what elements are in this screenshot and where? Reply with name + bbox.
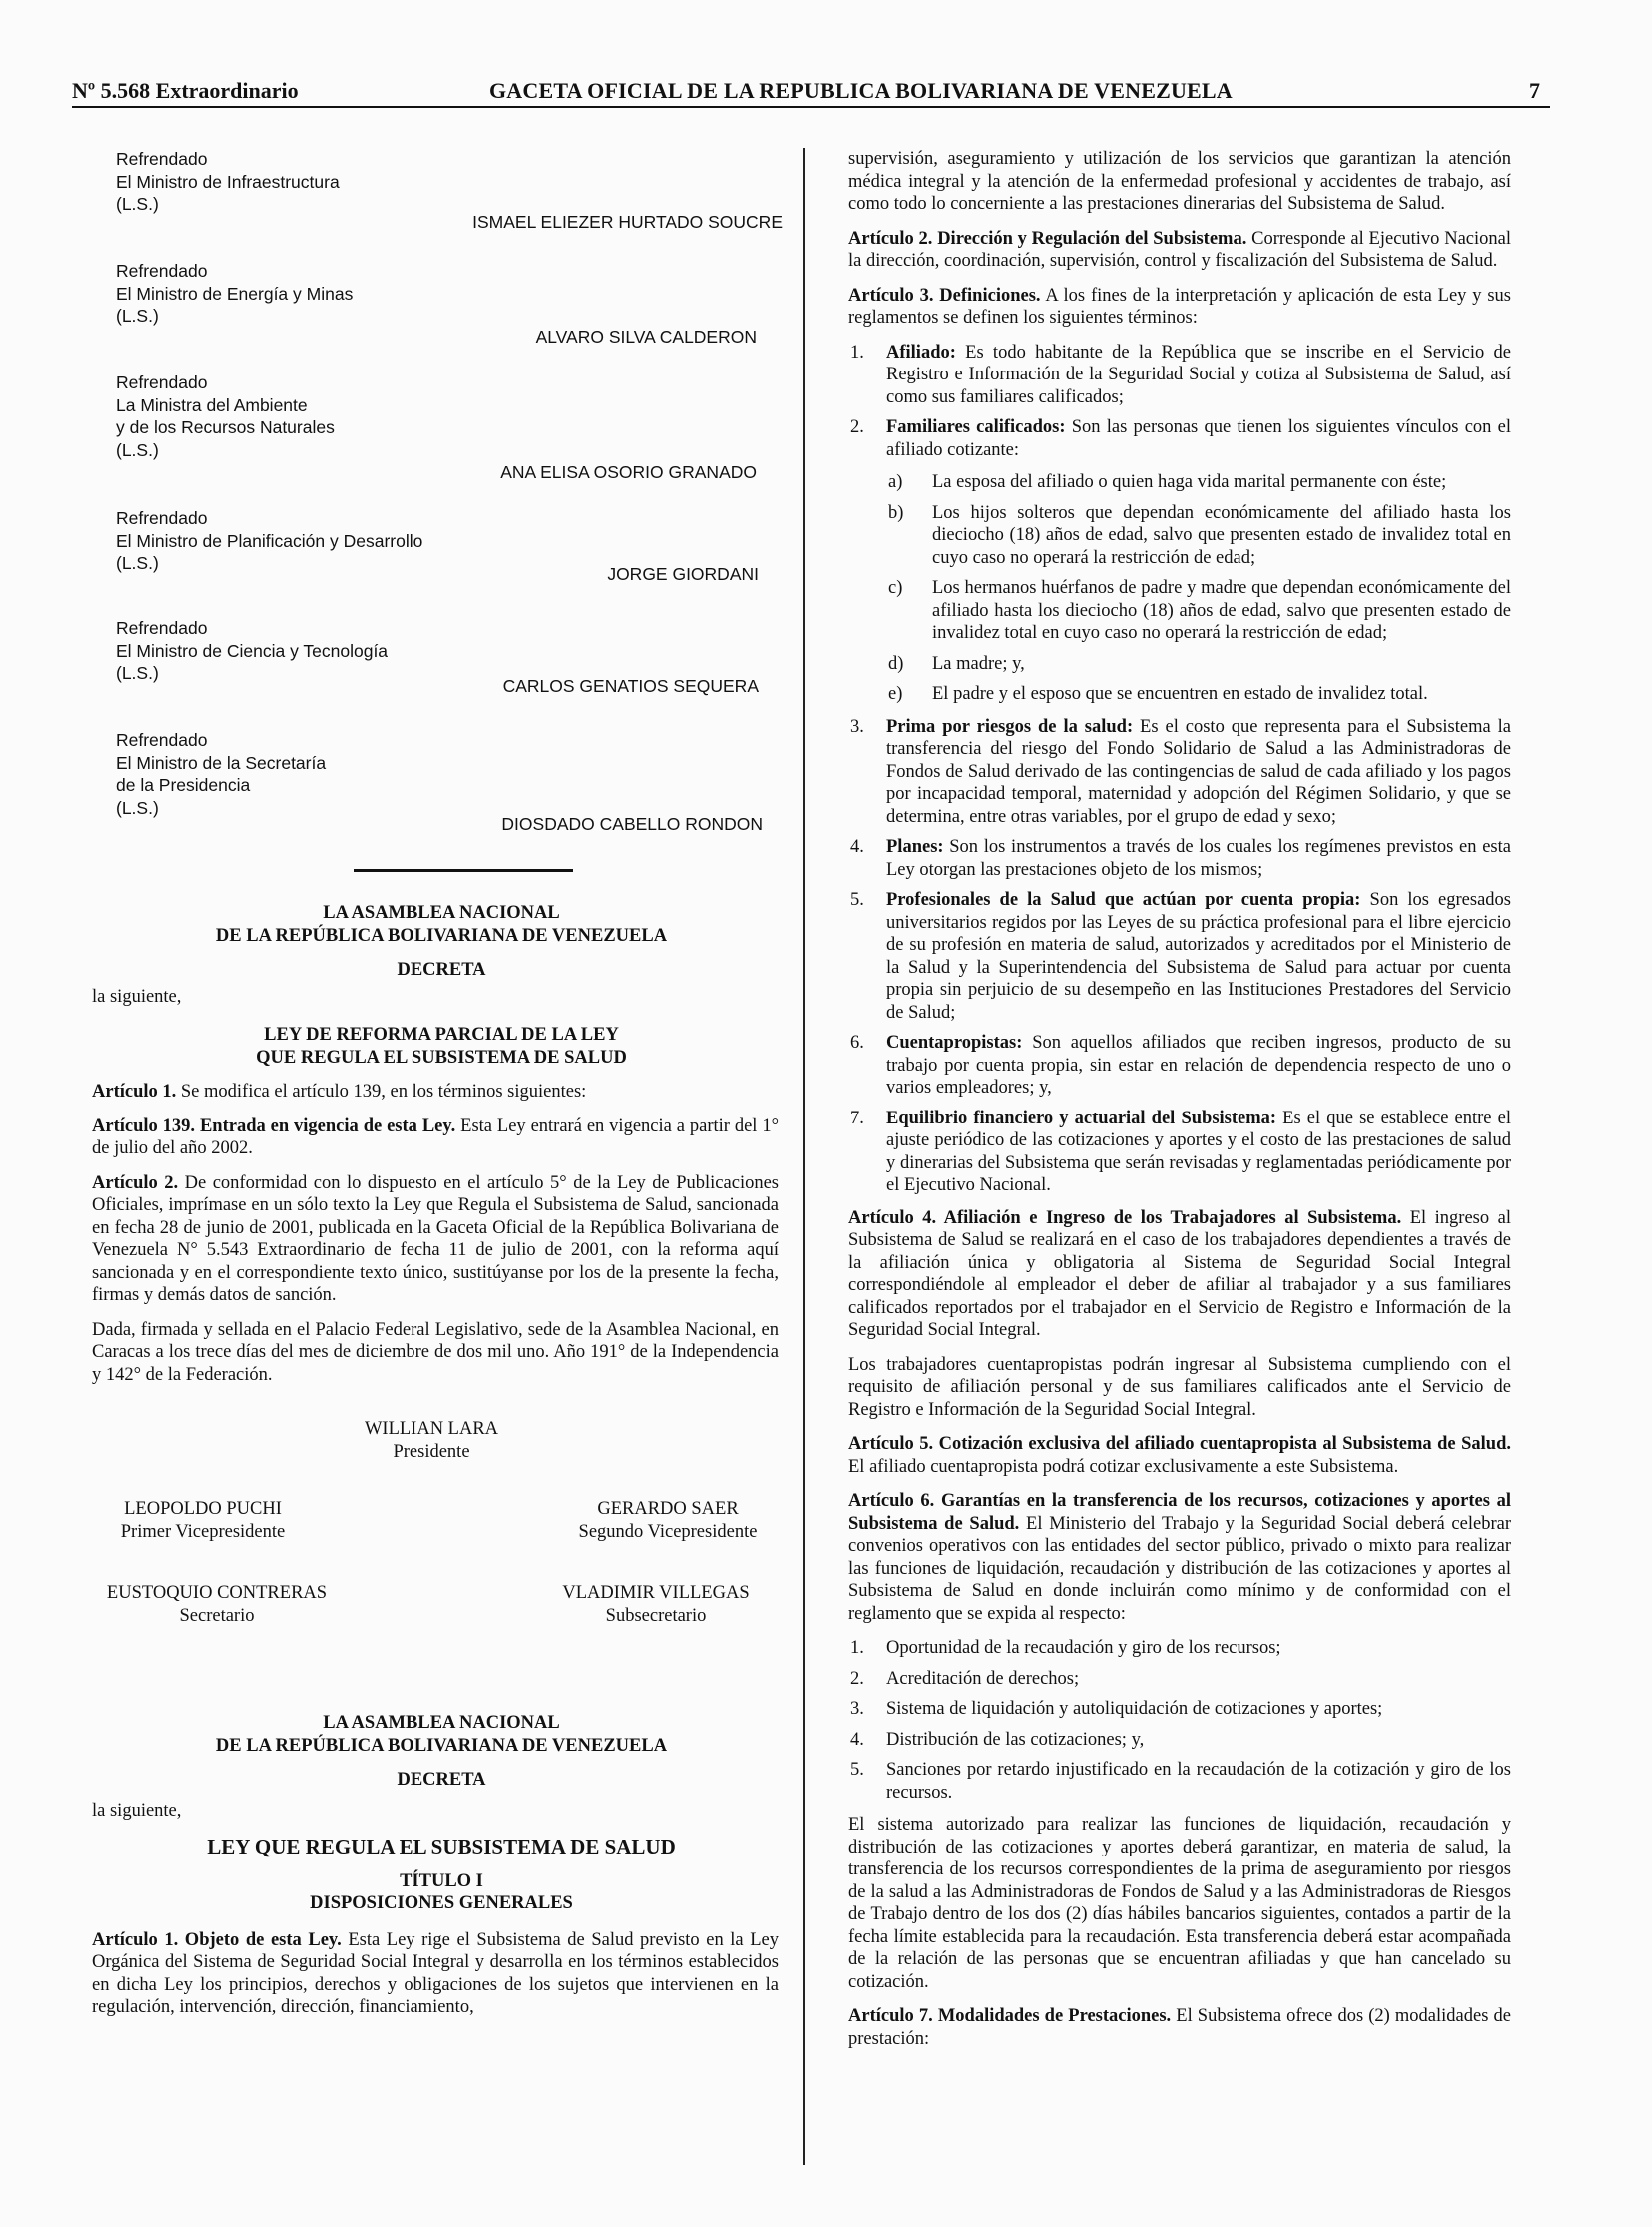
article-paragraph: Artículo 2. Dirección y Regulación del Subsistema. Corresponde al Ejecutivo Nacional la dirección, coordinación, supervisión, control y fiscalización del Subsistema de Salud. — [848, 228, 1511, 271]
page-number: 7 — [1529, 78, 1540, 103]
list-item: 3. Prima por riesgos de la salud: Es el costo que representa para el Subsistema la transferencia del riesgo del Fondo Solidario de Salud a las Administradoras de Fondos de Salud derivado de las contingencias de salud de cada afiliado y los pagos por incapacidad temporal, maternidad y adopción del Régimen Solidario, y que se determina, entre otras variables, por el grupo de edad y sexo; — [850, 716, 1511, 827]
refrendo-line: (L.S.) — [116, 553, 159, 573]
article-paragraph: Artículo 6. Garantías en la transferencia de los recursos, cotizaciones y aportes al Subsistema de Salud. El Ministerio del Trabajo y la Seguridad Social deberá celebrar convenios operativos con las entidades del sector público, privado o mixto para realizar las funciones de liquidación, recaudación y distribución de las cotizaciones y aportes al Subsistema de Salud en donde incluirán como mínimo y de conformidad con el reglamento que se expida al respecto: — [848, 1491, 1511, 1624]
objeto-article — [92, 1929, 779, 2019]
asamblea-heading — [106, 902, 777, 947]
list-item: 2. Familiares calificados: Son las personas que tienen los siguientes vínculos con el afiliado cotizante: — [850, 417, 1511, 460]
list-item: c) Los hermanos huérfanos de padre y madre que dependan económicamente del afiliado hasta los dieciocho (18) años de edad, salvo que presenten estado de invalidez total en cuyo caso no operará la restricción de edad; — [888, 578, 1511, 643]
refrendo-signer: JORGE GIORDANI — [607, 564, 759, 584]
dada-paragraph: Dada, firmada y sellada en el Palacio Federal Legislativo, sede de la Asamblea Nacional, en Caracas a los trece días del mes de diciembre de dos mil uno. Año 191° de la Independencia y 142° de la Federación. — [92, 1319, 779, 1385]
disposiciones-heading: DISPOSICIONES GENERALES — [310, 1893, 573, 1913]
ley-reforma-title — [106, 1024, 777, 1069]
refrendo-block — [106, 148, 783, 260]
asamblea-heading-2 — [106, 1712, 777, 1757]
ley-title-line: QUE REGULA EL SUBSISTEMA DE SALUD — [256, 1047, 627, 1068]
list-item: 5. Sanciones por retardo injustificado en la recaudación de la cotización y giro de los recursos. — [850, 1760, 1511, 1803]
list-item: 4. Planes: Son los instrumentos a través de los cuales los regímenes previstos en esta Ley otorgan las prestaciones objeto de los mismos; — [850, 837, 1511, 880]
reform-articles — [92, 1081, 779, 1386]
refrendo-line: Refrendado — [116, 508, 208, 528]
gazette-title: GACETA OFICIAL DE LA REPUBLICA BOLIVARIANA DE VENEZUELA — [489, 78, 1233, 103]
right-column — [848, 148, 1511, 2062]
signature-subsecretario: VLADIMIR VILLEGAS Subsecretario — [562, 1583, 750, 1626]
issue-number: Nº 5.568 Extraordinario — [72, 78, 299, 103]
asamblea-line: DE LA REPÚBLICA BOLIVARIANA DE VENEZUELA — [215, 1735, 668, 1756]
article-paragraph: Artículo 1. Objeto de esta Ley. Esta Ley rige el Subsistema de Salud previsto en la Ley Orgánica del Sistema de Seguridad Social Integral y desarrolla en los términos establecidos en dicha Ley los principios, derechos y obligaciones de los sujetos que intervienen en la regulación, intervención, dirección, financiamiento, — [92, 1929, 779, 2017]
refrendo-line: (L.S.) — [116, 663, 159, 683]
article-paragraph: Artículo 2. De conformidad con lo dispuesto en el artículo 5° de la Ley de Publicaciones Oficiales, imprímase en un sólo texto la Ley que Regula el Subsistema de Salud, sancionada en fecha 28 de junio de 2001, publicada en la Gaceta Oficial de la República Bolivariana de Venezuela N° 5.543 Extraordinario de fecha 11 de julio de 2001, con la reforma aquí sancionada y en el correspondiente texto único, sustitúyanse por los de la presente la fecha, firmas y demás datos de sanción. — [92, 1172, 779, 1305]
article-paragraph: Artículo 7. Modalidades de Prestaciones. El Subsistema ofrece dos (2) modalidades de prestación: — [848, 2006, 1511, 2049]
list-item: d) La madre; y, — [888, 653, 1025, 674]
page-header — [72, 76, 1550, 108]
ley-title: LEY QUE REGULA EL SUBSISTEMA DE SALUD — [207, 1835, 676, 1858]
refrendo-block — [106, 371, 777, 507]
familiares-sublist — [848, 471, 1511, 706]
continuation-paragraph: supervisión, aseguramiento y utilización de los servicios que garantizan la atención médica integral y la atención de la enfermedad profesional y accidentes de trabajo, así como todo lo concerniente a las prestaciones dinerarias del Subsistema de Salud. — [848, 149, 1511, 214]
section-rule — [354, 869, 573, 872]
asamblea-line: LA ASAMBLEA NACIONAL — [323, 903, 560, 923]
refrendo-line: Refrendado — [116, 618, 208, 638]
definitions-list-cont — [848, 716, 1511, 1197]
column-divider — [803, 148, 805, 2165]
refrendo-signer: ALVARO SILVA CALDERON — [535, 327, 757, 347]
refrendo-block — [106, 617, 777, 729]
refrendo-line: Refrendado — [116, 261, 208, 281]
refrendo-line: La Ministra del Ambiente — [116, 394, 308, 415]
decreta-heading-2: DECRETA — [397, 1770, 486, 1790]
garantias-list — [848, 1637, 1511, 1804]
list-item: b) Los hijos solteros que dependan económicamente del afiliado hasta los dieciocho (18) años de edad, salvo que presenten estado de invalidez total en cuyo caso no operará la restricción de edad; — [888, 502, 1511, 568]
siguiente-text-2: la siguiente, — [92, 1800, 182, 1821]
list-item: 1. Oportunidad de la recaudación y giro de los recursos; — [850, 1638, 1281, 1658]
article-paragraph: Artículo 3. Definiciones. A los fines de la interpretación y aplicación de esta Ley y sus reglamentos se definen los siguientes términos: — [848, 285, 1511, 328]
article-paragraph: Artículo 139. Entrada en vigencia de esta Ley. Esta Ley entrará en vigencia a partir del 1° de julio del año 2002. — [92, 1115, 779, 1158]
signature-secretario: EUSTOQUIO CONTRERAS Secretario — [106, 1583, 328, 1626]
article-paragraph: Artículo 5. Cotización exclusiva del afiliado cuentapropista al Subsistema de Salud. El afiliado cuentapropista podrá cotizar exclusivamente a este Subsistema. — [848, 1434, 1511, 1477]
refrendo-line: El Ministro de la Secretaría — [116, 752, 327, 773]
decreta-heading: DECRETA — [397, 960, 486, 980]
refrendo-signer: ISMAEL ELIEZER HURTADO SOUCRE — [472, 212, 783, 232]
list-item: 2. Acreditación de derechos; — [850, 1668, 1080, 1689]
asamblea-line: LA ASAMBLEA NACIONAL — [323, 1713, 560, 1733]
definitions-list — [848, 342, 1511, 462]
list-item: 3. Sistema de liquidación y autoliquidación de cotizaciones y aportes; — [850, 1699, 1383, 1719]
refrendo-block — [106, 729, 777, 859]
refrendo-line: (L.S.) — [116, 439, 159, 460]
list-item: 4. Distribución de las cotizaciones; y, — [850, 1729, 1145, 1750]
list-item: 6. Cuentapropistas: Son aquellos afiliados que reciben ingresos, producto de su trabajo por cuenta propia, sin estar en relación de dependencia respecto de uno o varios empleadores; y, — [850, 1033, 1511, 1098]
refrendo-line: Refrendado — [116, 372, 208, 392]
titulo-heading: TÍTULO I — [400, 1870, 483, 1891]
list-item: a) La esposa del afiliado o quien haga vida marital permanente con éste; — [888, 472, 1447, 492]
refrendo-line: (L.S.) — [116, 797, 159, 818]
list-item: e) El padre y el esposo que se encuentren en estado de invalidez total. — [888, 684, 1428, 704]
ley-title-line: LEY DE REFORMA PARCIAL DE LA LEY — [264, 1025, 619, 1045]
signature-presidente: WILLIAN LARA Presidente — [364, 1419, 499, 1462]
signatures — [92, 1398, 779, 1648]
refrendo-line: El Ministro de Infraestructura — [116, 171, 340, 192]
signature-vp1: LEOPOLDO PUCHI Primer Vicepresidente — [120, 1499, 286, 1542]
refrendo-line: Refrendado — [116, 730, 208, 750]
refrendo-signer: DIOSDADO CABELLO RONDON — [501, 814, 763, 834]
article-paragraph: El sistema autorizado para realizar las funciones de liquidación, recaudación y distribución de las cotizaciones y aportes deberá garantizar, en materia de salud, la transferencia de los recursos correspondientes de la prima de aseguramiento por riesgos de la salud a las Administradoras de Fondos de Salud y a las Administradoras de Riesgos de Trabajo dentro de los dos (2) días hábiles bancarios siguientes, contados a partir de la fecha límite establecida para la recaudación. Esta transferencia deberá estar acompañada de la relación de las personas que se encuentran afiliadas y que han cancelado su cotización. — [848, 1815, 1511, 1992]
list-item: 7. Equilibrio financiero y actuarial del Subsistema: Es el que se establece entre el ajuste periódico de las cotizaciones y aportes y el costo de las prestaciones de salud y dinerarias del Subsistema que serán revisadas y reglamentadas periódicamente por el Ejecutivo Nacional. — [850, 1108, 1511, 1195]
refrendo-line: El Ministro de Energía y Minas — [116, 283, 354, 304]
left-column — [92, 148, 783, 2031]
refrendo-signer: CARLOS GENATIOS SEQUERA — [502, 676, 759, 696]
signature-vp2: GERARDO SAER Segundo Vicepresidente — [578, 1499, 758, 1542]
article-paragraph: Artículo 4. Afiliación e Ingreso de los Trabajadores al Subsistema. El ingreso al Subsistema de Salud se realizará en el caso de los trabajadores dependientes a través de la afiliación única y obligatoria al Sistema de Seguridad Social Integral correspondiéndole al empleador el deber de afiliar al trabajador y a sus familiares calificados reportados por el trabajador en el Servicio de Registro e Información de la Seguridad Social Integral. — [848, 1207, 1511, 1340]
refrendo-line: Refrendado — [116, 149, 208, 169]
list-item: 1. Afiliado: Es todo habitante de la República que se inscribe en el Servicio de Registro e Información de la Seguridad Social y cotiza al Subsistema de Salud, así como sus familiares calificados; — [850, 342, 1511, 407]
refrendo-line: El Ministro de Planificación y Desarrollo — [116, 530, 423, 551]
refrendo-line: (L.S.) — [116, 194, 159, 214]
list-item: 5. Profesionales de la Salud que actúan por cuenta propia: Son los egresados universitarios regidos por las Leyes de su práctica profesional para el libre ejercicio de su profesión en materia de salud, autorizados y acreditados por el Ministerio de la Salud y la Superintendencia del Subsistema de Salud para actuar por cuenta propia sin perjuicio de su desempeño en las Instituciones Prestadores del Servicio de Salud; — [850, 890, 1511, 1023]
refrendo-line: El Ministro de Ciencia y Tecnología — [116, 640, 389, 661]
refrendo-line: de la Presidencia — [116, 775, 251, 795]
refrendo-block — [106, 507, 777, 617]
refrendo-line: (L.S.) — [116, 306, 159, 326]
refrendo-signer: ANA ELISA OSORIO GRANADO — [500, 462, 757, 482]
article-paragraph: Los trabajadores cuentapropistas podrán ingresar al Subsistema cumpliendo con el requisito de afiliación personal y de sus familiares calificados ante el Servicio de Registro e Información de la Seguridad Social Integral. — [848, 1354, 1511, 1420]
article-paragraph: Artículo 1. Se modifica el artículo 139, en los términos siguientes: — [92, 1082, 587, 1102]
refrendo-block — [106, 260, 777, 371]
refrendo-line: y de los Recursos Naturales — [116, 417, 335, 437]
siguiente-text: la siguiente, — [92, 986, 182, 1007]
asamblea-line: DE LA REPÚBLICA BOLIVARIANA DE VENEZUELA — [215, 925, 668, 946]
